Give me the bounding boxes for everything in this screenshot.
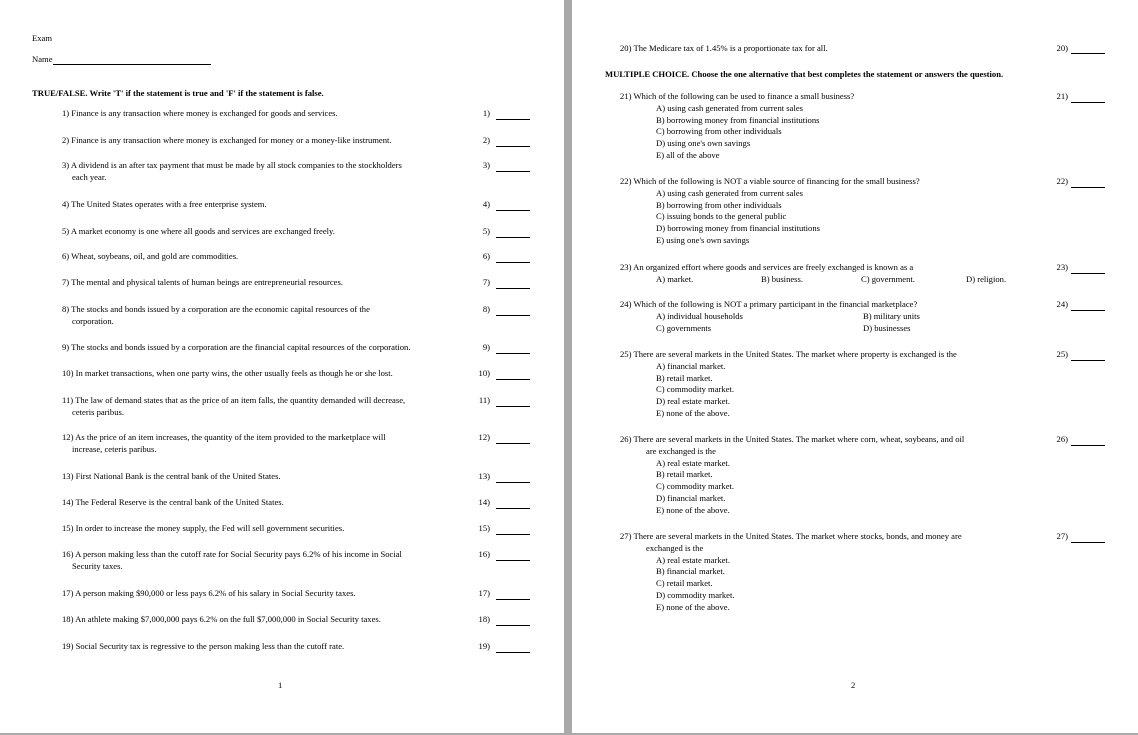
name-label: Name <box>32 54 53 64</box>
answer-option[interactable]: C) commodity market. <box>656 481 735 492</box>
question-text: 2) Finance is any transaction where money is exchanged for money or a money-like instrument. <box>62 135 392 145</box>
question-text-continued: increase, ceteris paribus. <box>72 444 157 454</box>
answer-option[interactable]: B) business. <box>761 273 804 284</box>
answer-blank[interactable] <box>1071 310 1105 311</box>
answer-number: 23) <box>1056 262 1068 272</box>
answer-number: 12) <box>478 432 490 442</box>
answer-blank[interactable] <box>496 315 530 316</box>
answer-option[interactable]: B) military units <box>863 310 920 321</box>
page-1 <box>0 0 564 733</box>
answer-number: 3) <box>482 160 490 170</box>
mc-heading: MULTIPLE CHOICE. Choose the one alternative that best completes the statement or answers the question. <box>605 69 1004 79</box>
answer-option[interactable]: C) issuing bonds to the general public <box>656 211 787 222</box>
answer-number: 25) <box>1056 349 1068 359</box>
answer-blank[interactable] <box>496 482 530 483</box>
page-number: 1 <box>278 680 283 690</box>
answer-number: 18) <box>478 614 490 624</box>
answer-blank[interactable] <box>1071 273 1105 274</box>
answer-option[interactable]: B) retail market. <box>656 372 713 383</box>
answer-option[interactable]: C) commodity market. <box>656 384 735 395</box>
question-text: 27) There are several markets in the United States. The market where stocks, bonds, and money are <box>620 531 962 541</box>
answer-blank[interactable] <box>496 353 530 354</box>
answer-blank[interactable] <box>1071 445 1105 446</box>
page-number: 2 <box>851 680 856 690</box>
question-text-continued: ceteris paribus. <box>72 407 125 417</box>
question-text: 19) Social Security tax is regressive to the person making less than the cutoff rate. <box>62 641 345 651</box>
answer-option[interactable]: D) real estate market. <box>656 396 730 407</box>
question-text: 5) A market economy is one where all goods and services are exchanged freely. <box>62 226 335 236</box>
answer-option[interactable]: D) commodity market. <box>656 589 735 600</box>
answer-number: 2) <box>482 135 490 145</box>
answer-blank[interactable] <box>1071 187 1105 188</box>
answer-blank[interactable] <box>496 406 530 407</box>
answer-option[interactable]: D) religion. <box>966 273 1007 284</box>
question-text: 7) The mental and physical talents of human beings are entrepreneurial resources. <box>62 277 343 287</box>
question-text: 21) Which of the following can be used to finance a small business? <box>620 91 855 101</box>
answer-option[interactable]: B) retail market. <box>656 469 713 480</box>
question-text: 10) In market transactions, when one party wins, the other usually feels as though he or she lost. <box>62 368 393 378</box>
question-text-continued: each year. <box>72 172 107 182</box>
answer-blank[interactable] <box>1071 53 1105 54</box>
answer-number: 14) <box>478 497 490 507</box>
answer-number: 4) <box>482 199 490 209</box>
question-text: 6) Wheat, soybeans, oil, and gold are commodities. <box>62 251 239 261</box>
answer-blank[interactable] <box>496 146 530 147</box>
question-text: 13) First National Bank is the central bank of the United States. <box>62 471 281 481</box>
answer-number: 9) <box>482 342 490 352</box>
answer-number: 13) <box>478 471 490 481</box>
answer-blank[interactable] <box>1071 360 1105 361</box>
answer-option[interactable]: E) none of the above. <box>656 504 730 515</box>
mc-question <box>620 176 920 247</box>
question-text: 18) An athlete making $7,000,000 pays 6.2% on the full $7,000,000 in Social Security taxes. <box>62 614 381 624</box>
answer-blank[interactable] <box>496 443 530 444</box>
answer-option[interactable]: D) businesses <box>863 322 911 333</box>
answer-number: 15) <box>478 523 490 533</box>
answer-blank[interactable] <box>496 379 530 380</box>
question-text: 17) A person making $90,000 or less pays 6.2% of his salary in Social Security taxes. <box>62 588 356 598</box>
answer-option[interactable]: B) borrowing money from financial institutions <box>656 114 820 125</box>
answer-option[interactable]: B) financial market. <box>656 566 725 577</box>
mc-question <box>620 434 964 517</box>
answer-option[interactable]: C) governments <box>656 322 712 333</box>
answer-number: 10) <box>478 368 490 378</box>
answer-number: 16) <box>478 549 490 559</box>
question-text-continued: are exchanged is the <box>646 445 716 456</box>
mc-question <box>620 531 962 614</box>
answer-blank[interactable] <box>496 508 530 509</box>
answer-option[interactable]: D) borrowing money from financial institutions <box>656 223 820 234</box>
answer-number: 22) <box>1056 176 1068 186</box>
answer-option[interactable]: E) none of the above. <box>656 407 730 418</box>
answer-option[interactable]: A) financial market. <box>656 360 726 371</box>
answer-blank[interactable] <box>496 652 530 653</box>
answer-number: 11) <box>478 395 490 405</box>
answer-option[interactable]: D) financial market. <box>656 492 726 503</box>
question-text: 23) An organized effort where goods and services are freely exchanged is known as a <box>620 262 914 272</box>
question-text: 20) The Medicare tax of 1.45% is a proportionate tax for all. <box>620 43 828 53</box>
mc-question <box>620 299 920 334</box>
mc-question <box>620 91 854 162</box>
answer-option[interactable]: B) borrowing from other individuals <box>656 199 782 210</box>
answer-option[interactable]: D) using one's own savings <box>656 138 751 149</box>
question-text-continued: exchanged is the <box>646 542 704 553</box>
mc-question <box>620 262 1007 286</box>
question-text-continued: Security taxes. <box>72 561 123 571</box>
answer-blank[interactable] <box>496 210 530 211</box>
answer-option[interactable]: C) retail market. <box>656 578 713 589</box>
answer-blank[interactable] <box>496 560 530 561</box>
answer-blank[interactable] <box>496 599 530 600</box>
answer-number: 17) <box>478 588 490 598</box>
question-text: 11) The law of demand states that as the price of an item falls, the quantity demanded will decrease, <box>62 395 406 405</box>
question-text: 12) As the price of an item increases, the quantity of the item provided to the marketplace will <box>62 432 386 442</box>
question-text: 4) The United States operates with a free enterprise system. <box>62 199 267 209</box>
question-text: 9) The stocks and bonds issued by a corporation are the financial capital resources of the corporation. <box>62 342 411 352</box>
question-text: 3) A dividend is an after tax payment that must be made by all stock companies to the stockholders <box>62 160 402 170</box>
question-text: 8) The stocks and bonds issued by a corporation are the economic capital resources of the <box>62 304 370 314</box>
answer-option[interactable]: A) market. <box>656 273 694 284</box>
answer-number: 6) <box>482 251 490 261</box>
question-text: 24) Which of the following is NOT a primary participant in the financial marketplace? <box>620 299 918 309</box>
answer-option[interactable]: E) using one's own savings <box>656 234 750 245</box>
answer-option[interactable]: A) using cash generated from current sales <box>656 102 803 113</box>
answer-blank[interactable] <box>496 171 530 172</box>
answer-blank[interactable] <box>1071 102 1105 103</box>
question-text: 16) A person making less than the cutoff rate for Social Security pays 6.2% of his income in Social <box>62 549 402 559</box>
answer-option[interactable]: A) real estate market. <box>656 554 730 565</box>
answer-option[interactable]: C) borrowing from other individuals <box>656 126 782 137</box>
answer-number: 24) <box>1056 299 1068 309</box>
answer-blank[interactable] <box>496 625 530 626</box>
answer-option[interactable]: E) all of the above <box>656 149 720 160</box>
answer-number: 20) <box>1056 43 1068 53</box>
answer-option[interactable]: C) government. <box>861 273 915 284</box>
question-text: 26) There are several markets in the United States. The market where corn, wheat, soybeans, and oil <box>620 434 965 444</box>
answer-blank[interactable] <box>496 534 530 535</box>
answer-number: 5) <box>482 226 490 236</box>
name-field[interactable] <box>53 64 211 65</box>
answer-option[interactable]: A) individual households <box>656 310 743 321</box>
answer-number: 27) <box>1056 531 1068 541</box>
answer-blank[interactable] <box>496 288 530 289</box>
exam-label: Exam <box>32 33 53 43</box>
answer-number: 19) <box>478 641 490 651</box>
answer-blank[interactable] <box>496 237 530 238</box>
answer-option[interactable]: E) none of the above. <box>656 601 730 612</box>
answer-blank[interactable] <box>496 119 530 120</box>
question-text: 15) In order to increase the money supply, the Fed will sell government securities. <box>62 523 345 533</box>
answer-number: 21) <box>1056 91 1068 101</box>
answer-option[interactable]: A) using cash generated from current sales <box>656 187 803 198</box>
answer-number: 7) <box>482 277 490 287</box>
mc-question <box>620 349 957 420</box>
question-text-continued: corporation. <box>72 316 114 326</box>
answer-number: 1) <box>482 108 490 118</box>
question-text: 14) The Federal Reserve is the central bank of the United States. <box>62 497 284 507</box>
page-2 <box>572 0 1138 733</box>
answer-number: 26) <box>1056 434 1068 444</box>
answer-blank[interactable] <box>496 262 530 263</box>
question-text: 25) There are several markets in the United States. The market where property is exchanged is the <box>620 349 957 359</box>
question-text: 22) Which of the following is NOT a viable source of financing for the small business? <box>620 176 920 186</box>
answer-blank[interactable] <box>1071 542 1105 543</box>
answer-option[interactable]: A) real estate market. <box>656 457 730 468</box>
question-text: 1) Finance is any transaction where money is exchanged for goods and services. <box>62 108 338 118</box>
tf-heading: TRUE/FALSE. Write 'T' if the statement is true and 'F' if the statement is false. <box>32 88 324 98</box>
answer-number: 8) <box>482 304 490 314</box>
